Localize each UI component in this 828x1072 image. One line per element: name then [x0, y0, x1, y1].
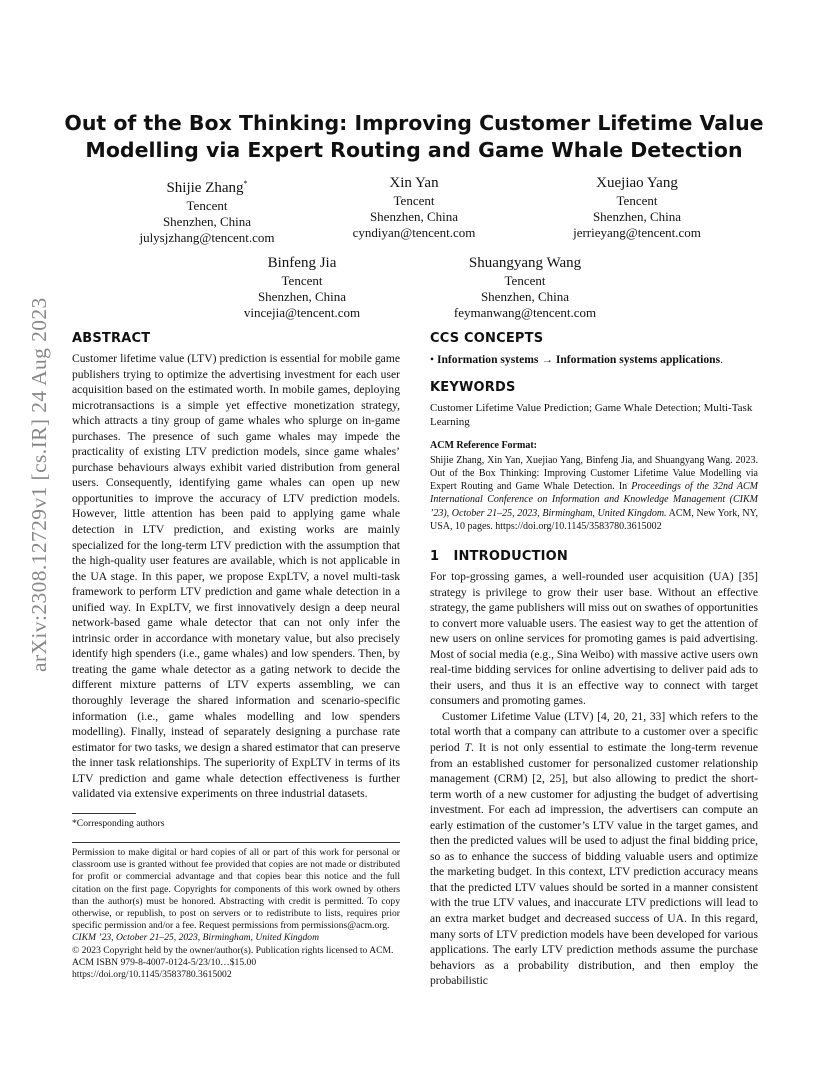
acm-ref-tail: ACM, New York, NY, USA, 10 pages. https://doi.org/10.1145/3583780.3615002	[430, 507, 758, 532]
author-name: Shijie Zhang*	[166, 179, 248, 196]
period-symbol: T	[464, 740, 472, 754]
author-block	[304, 174, 524, 241]
intro-title: INTRODUCTION	[453, 548, 569, 564]
ccs-concept-1: Information systems	[436, 353, 539, 366]
author-name: Xuejiao Yang	[596, 175, 678, 191]
right-column	[430, 330, 758, 989]
author-block	[415, 254, 635, 321]
arrow-icon: →	[541, 353, 553, 366]
author-email: jerrieyang@tencent.com	[573, 225, 701, 240]
keywords-heading: KEYWORDS	[430, 379, 516, 395]
author-location: Shenzhen, China	[480, 289, 570, 304]
author-block	[97, 174, 317, 246]
ccs-concepts	[430, 352, 758, 368]
acm-ref-proceedings: Proceedings of the 32nd ACM International Conference on Information and Knowledge Management (CIKM ’23), October 21–25, 2023, Birmingham, United Kingdom.	[430, 481, 759, 519]
author-affiliation: Tencent	[504, 273, 546, 288]
intro-paragraph-1: For top-grossing games, a well-rounded user acquisition (UA) [35] strategy is privilege to grow their user base. Without an effective strategy, the game publishers will miss out on swathes of opportunities to convert more valuable users. The easiest way to get the attention of new users on online services for promoting games is paid advertising. Most of social media (e.g., Sina Weibo) with massive active users own real-time bidding services for online advertising to deliver paid ads to their users, and thus it is an effective way to connect with target consumers and promoting games.	[430, 569, 759, 708]
intro-number: 1	[430, 548, 440, 564]
author-block	[527, 174, 747, 241]
intro-heading	[430, 548, 758, 565]
author-location: Shenzhen, China	[592, 209, 682, 224]
paper-title	[60, 110, 768, 164]
title-line-1: Out of the Box Thinking: Improving Customer Lifetime Value	[64, 111, 764, 135]
arxiv-stamp: arXiv:2308.12729v1 [cs.IR] 24 Aug 2023	[27, 297, 51, 672]
ccs-heading: CCS CONCEPTS	[430, 331, 544, 346]
author-block	[192, 254, 412, 321]
author-name: Xin Yan	[389, 175, 439, 191]
isbn-line: ACM ISBN 979-8-4007-0124-5/23/10…$15.00	[72, 956, 257, 968]
author-affiliation: Tencent	[281, 273, 323, 288]
ccs-concept-2: Information systems applications	[555, 353, 721, 366]
author-email: vincejia@tencent.com	[243, 305, 361, 320]
left-column	[72, 330, 400, 981]
ccs-period: .	[720, 353, 723, 366]
author-location: Shenzhen, China	[369, 209, 459, 224]
keywords-text: Customer Lifetime Value Prediction; Game Whale Detection; Multi-Task Learning	[430, 401, 753, 429]
abstract-text: Customer lifetime value (LTV) prediction is essential for mobile game publishers trying to optimize the advertising investment for each user acquisition based on the estimated worth. In mobile games, deploying microtransactions is a simple yet effective monetization strategy, which attracts a tiny group of game whales who splurge on in-game purchases. The presence of such game whales may impede the practicality of existing LTV prediction models, since game whales’ purchase behaviours always exhibit varied distribution from general users. Consequently, identifying game whales can open up new opportunities to improve the accuracy of LTV prediction models. However, little attention has been paid to applying game whale detection in LTV prediction, and existing works are mainly specialized for the long-term LTV prediction with the assumption that the high-quality user features are available, which is not applicable in the UA stage. In this paper, we propose ExpLTV, a novel multi-task framework to perform LTV prediction and game whale detection in a unified way. In ExpLTV, we first innovatively design a deep neural network-based game whale detector that can not only infer the intrinsic order in accordance with monetary value, but also precisely identify high spenders (i.e., game whales) and low spenders. Then, by treating the game whale detector as a gating network to decide the different mixture patterns of LTV experts assembling, we can thoroughly leverage the shared information and scenario-specific information (i.e., game whales modelling and low spenders modelling). Finally, instead of separately designing a purchase rate estimator for two tasks, we design a shared estimator that can preserve the inner task relationships. The superiority of ExpLTV in terms of its LTV prediction and game whale detection effectiveness is further validated via extensive experiments on three industrial datasets.	[72, 352, 400, 801]
author-affiliation: Tencent	[393, 193, 435, 208]
title-line-2: Modelling via Expert Routing and Game Whale Detection	[85, 138, 743, 162]
author-location: Shenzhen, China	[257, 289, 347, 304]
ccs-bullet: •	[430, 353, 435, 366]
acm-ref-heading: ACM Reference Format:	[430, 439, 537, 451]
author-name: Binfeng Jia	[267, 255, 337, 271]
intro-paragraph-2: Customer Lifetime Value (LTV) [4, 20, 21, 33] which refers to the total worth that a company can attribute to a customer over a specific period T. It is not only essential to estimate the long-term revenue from an established customer for personalized customer relationship management (CRM) [2, 25], but also allowing to predict the short-term worth of a new customer for adjusting the budget of advertising investment. For each ad impression, the advertisers can compute an early estimation of the customer’s LTV value in the target games, and then the predicted values will be used to adjust the final bidding price, so as to enhance the success of bidding valuable users and optimize the marketing budget. In this context, LTV prediction accuracy means that the predicted LTV values should be sorted in a manner consistent with the true LTV values, and inaccurate LTV predictions will lead to an extra market budget and decreased success of UA. In this regard, many sorts of LTV prediction models have been developed for various applications. The early LTV prediction methods assume the purchase behaviors as a probability distribution, and then employ the probabilistic	[430, 709, 758, 988]
footnote-rule	[72, 813, 136, 814]
author-location: Shenzhen, China	[162, 214, 252, 229]
author-affiliation: Tencent	[616, 193, 658, 208]
author-email: julysjzhang@tencent.com	[139, 230, 275, 245]
author-email: feymanwang@tencent.com	[453, 305, 597, 320]
author-affiliation: Tencent	[186, 198, 228, 213]
acm-reference	[430, 454, 758, 533]
author-name: Shuangyang Wang	[468, 255, 582, 271]
permission-notice: Permission to make digital or hard copies of all or part of this work for personal or classroom use is granted without fee provided that copies are not made or distributed for profit or commercial advantage and that copies bear this notice and the full citation on the first page. Copyrights for components of this work owned by others than the author(s) must be honored. Abstracting with credit is permitted. To copy otherwise, or republish, to post on servers or to redistribute to lists, requires prior specific permission and/or a fee. Request permissions from permissions@acm.org.	[72, 847, 400, 932]
doi-line: https://doi.org/10.1145/3583780.3615002	[72, 969, 232, 981]
conference-line: CIKM ’23, October 21–25, 2023, Birmingham, United Kingdom	[72, 932, 320, 944]
corresponding-mark: *	[243, 179, 248, 188]
permission-rule	[72, 842, 400, 843]
acm-ref-authors-title: Shijie Zhang, Xin Yan, Xuejiao Yang, Binfeng Jia, and Shuangyang Wang. 2023. Out of the Box Thinking: Improving Customer Lifetime Value Modelling via Expert Routing and Game Whale Detection. In	[430, 454, 758, 493]
author-email: cyndiyan@tencent.com	[352, 225, 476, 240]
copyright-line: © 2023 Copyright held by the owner/author(s). Publication rights licensed to ACM.	[72, 944, 394, 956]
abstract-heading: ABSTRACT	[72, 331, 151, 346]
footnote: *Corresponding authors	[72, 817, 165, 829]
